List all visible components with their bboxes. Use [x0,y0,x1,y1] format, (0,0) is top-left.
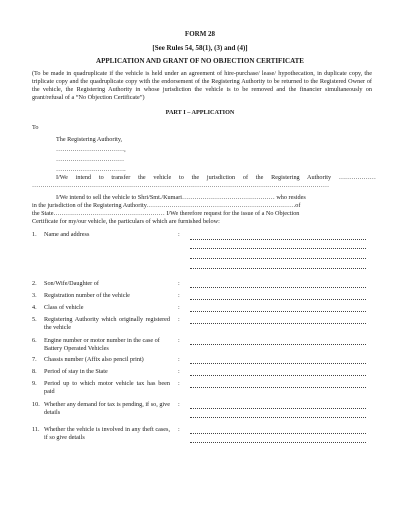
address-line-1[interactable]: ……………………………, [56,146,126,153]
theft-cases-field-1[interactable] [190,433,366,434]
part-title: PART I – APPLICATION [165,109,235,116]
item-colon: : [178,337,180,344]
form-title: APPLICATION AND GRANT OF NO OBJECTION CERTIFICATE [96,57,304,65]
item-label-tax-demand: Whether any demand for tax is pending, if so, give details [44,401,170,416]
sell-line-1: I/We intend to sell the vehicle to Shri/Smt./Kumari……………………………………… who resides [56,194,306,201]
item-colon: : [178,356,180,363]
tax-demand-field-2[interactable] [190,417,366,418]
item-number: 1. [32,231,37,238]
item-colon: : [178,380,180,387]
name-address-field-2[interactable] [190,248,366,249]
registration-number-field[interactable] [190,299,366,300]
item-label-stay-period: Period of stay in the State [44,368,108,375]
name-address-field-1[interactable] [190,239,366,240]
item-colon: : [178,231,180,238]
tax-paid-period-field[interactable] [190,387,366,388]
item-number: 5. [32,316,37,323]
sell-line-3: the State……………………………………………… I/We therefore request for the issue of a No Objection [32,210,300,217]
theft-cases-field-2[interactable] [190,442,366,443]
vehicle-class-field[interactable] [190,311,366,312]
item-label-relation: Son/Wife/Daughter of [44,280,99,287]
address-authority: The Registering Authority, [56,136,123,143]
address-line-3[interactable]: ……………………………. [56,166,126,173]
preamble-text: (To be made in quadruplicate if the vehicle is held under an agreement of hire-purchase/ lease/ hypothecation, in duplicate copy, the triplicate copy and the quadruplicate copy with the endorsement of the Registering Authority to be returned to the Registered Owner of the vehicle, the Registering Authority in whose jurisdiction the vehicle is to be removed and the financier simultaneously on grant/refusal of a “No Objection Certificate”) [32,70,372,101]
address-line-2[interactable]: …………………………… [56,156,125,163]
engine-number-field[interactable] [190,344,366,345]
chassis-number-field[interactable] [190,363,366,364]
item-colon: : [178,316,180,323]
relation-field[interactable] [190,287,366,288]
name-address-field-4[interactable] [190,268,366,269]
form-number: FORM 28 [184,30,216,38]
item-colon: : [178,280,180,287]
item-label-chassis-number: Chassis number (Affix also pencil print) [44,356,144,363]
name-address-field-3[interactable] [190,258,366,259]
sell-line-4: Certificate for my/our vehicle, the particulars of which are furnished below: [32,218,220,225]
item-number: 2. [32,280,37,287]
item-number: 11. [32,426,40,433]
item-number: 3. [32,292,37,299]
stay-period-field[interactable] [190,375,366,376]
item-label-theft-cases: Whether the vehicle is involved in any theft cases, if so give details [44,426,170,441]
original-authority-field[interactable] [190,323,366,324]
item-number: 7. [32,356,37,363]
sell-line-2: in the jurisdiction of the Registering Authority………………………………………………………………of [32,202,301,209]
tax-demand-field-1[interactable] [190,408,366,409]
item-label-vehicle-class: Class of vehicle [44,304,84,311]
item-colon: : [178,368,180,375]
item-label-engine-number: Engine number or motor number in the case of Battery Operated Vehicles [44,337,160,352]
item-colon: : [178,426,180,433]
rules-reference: [See Rules 54, 58(1), (3) and (4)] [152,44,248,52]
address-to: To [32,124,39,131]
item-colon: : [178,304,180,311]
item-label-original-authority: Registering Authority which originally registered the vehicle [44,316,170,331]
item-label-tax-paid-period: Period up to which motor vehicle tax has been paid [44,380,170,395]
item-label-name-address: Name and address [44,231,90,238]
item-label-registration-number: Registration number of the vehicle [44,292,130,299]
item-number: 4. [32,304,37,311]
item-colon: : [178,401,180,408]
transfer-paragraph: I/We intend to transfer the vehicle to the jurisdiction of the Registering Authority ……………… ……………………………………………………………………………………………………………………………… [32,174,376,189]
item-number: 6. [32,337,37,344]
item-colon: : [178,292,180,299]
item-number: 9. [32,380,37,387]
item-number: 8. [32,368,37,375]
item-number: 10. [32,401,40,408]
